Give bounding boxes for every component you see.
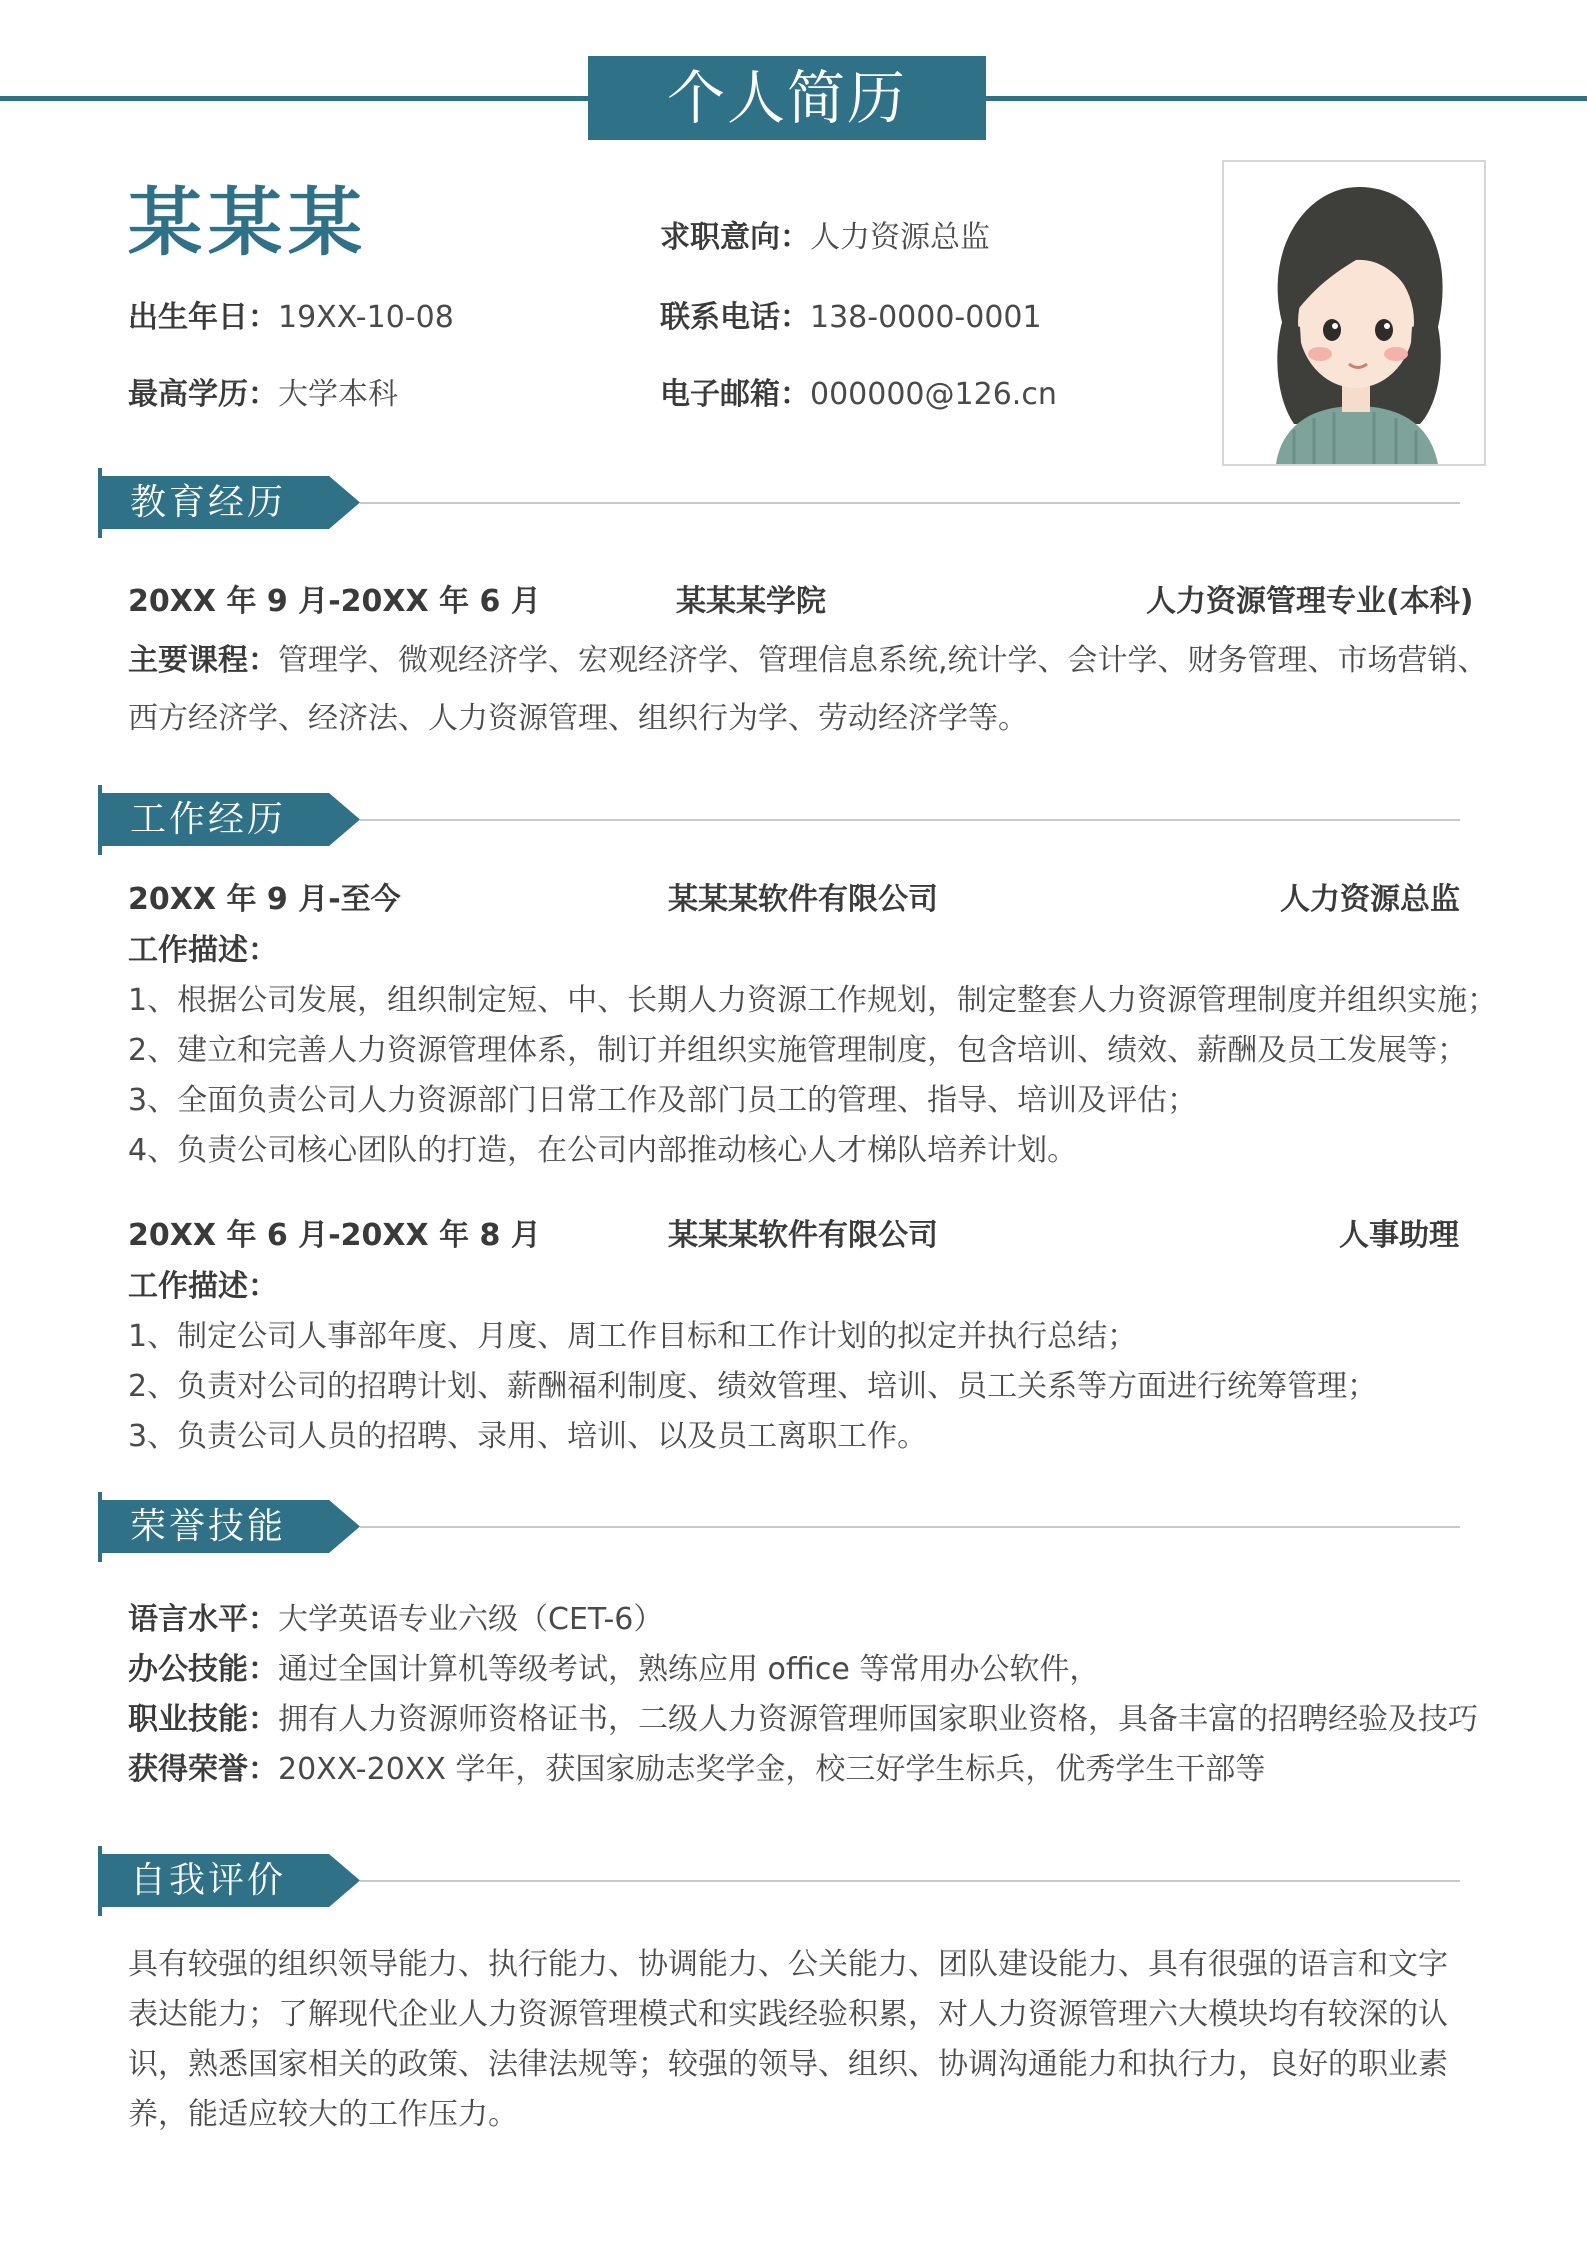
phone-value: 138-0000-0001: [810, 300, 1042, 335]
job-1-item-2: 2、建立和完善人力资源管理体系，制订并组织实施管理制度，包含培训、绩效、薪酬及员工发展等；: [128, 1033, 1468, 1068]
section-divider: [360, 502, 1460, 504]
objective-field: [660, 218, 990, 258]
section-header-self-evaluation: [98, 1854, 360, 1907]
job-2-period: 20XX 年 6 月-20XX 年 8 月: [128, 1218, 541, 1253]
section-marker: [98, 1492, 102, 1562]
education-level-label: 最高学历：: [128, 377, 278, 412]
section-title-education: 教育经历: [130, 482, 287, 523]
skill-professional: [128, 1700, 1478, 1740]
skill-professional-value: 拥有人力资源师资格证书，二级人力资源管理师国家职业资格，具备丰富的招聘经验及技巧: [278, 1702, 1478, 1737]
skill-language-label: 语言水平：: [128, 1602, 278, 1637]
courses-text-1: 管理学、微观经济学、宏观经济学、管理信息系统,统计学、会计学、财务管理、市场营销、: [278, 643, 1488, 678]
job-1-company: 某某某软件有限公司: [668, 882, 938, 917]
candidate-name: 某某某: [128, 180, 368, 266]
skill-honors: [128, 1750, 1265, 1790]
job-2-item-2: 2、负责对公司的招聘计划、薪酬福利制度、绩效管理、培训、员工关系等方面进行统筹管理；: [128, 1369, 1378, 1404]
job-2-desc-label: 工作描述：: [128, 1269, 278, 1304]
section-divider: [360, 819, 1460, 821]
job-1-item-3: 3、全面负责公司人力资源部门日常工作及部门员工的管理、指导、培训及评估；: [128, 1083, 1198, 1118]
email-field: [660, 375, 1057, 415]
job-2-item-1: 1、制定公司人事部年度、月度、周工作目标和工作计划的拟定并执行总结；: [128, 1319, 1138, 1354]
education-school: 某某某学院: [676, 584, 826, 619]
courses-line-2: 西方经济学、经济法、人力资源管理、组织行为学、劳动经济学等。: [128, 701, 1028, 736]
objective-value: 人力资源总监: [810, 220, 990, 255]
education-period: 20XX 年 9 月-20XX 年 6 月: [128, 584, 541, 619]
section-marker: [98, 785, 102, 855]
self-evaluation-text: 具有较强的组织领导能力、执行能力、协调能力、公关能力、团队建设能力、具有很强的语言和文字表达能力；了解现代企业人力资源管理模式和实践经验积累，对人力资源管理六大模块均有较深的认识，熟悉国家相关的政策、法律法规等；较强的领导、组织、协调沟通能力和执行力，良好的职业素养，能适应较大的工作压力。: [128, 1947, 1448, 2132]
section-title-self-evaluation: 自我评价: [130, 1860, 287, 1901]
birth-field: [128, 298, 454, 338]
education-level-value: 大学本科: [278, 377, 398, 412]
courses-label: 主要课程：: [128, 643, 278, 678]
avatar-photo: [1222, 160, 1486, 466]
job-1-item-1: 1、根据公司发展，组织制定短、中、长期人力资源工作规划，制定整套人力资源管理制度并组织实施；: [128, 983, 1498, 1018]
section-marker: [98, 468, 102, 538]
job-1-period: 20XX 年 9 月-至今: [128, 882, 401, 917]
skill-professional-label: 职业技能：: [128, 1702, 278, 1737]
skill-office: [128, 1650, 1099, 1690]
email-value: 000000@126.cn: [810, 377, 1057, 412]
courses-line-1: [128, 641, 1488, 681]
skill-language-value: 大学英语专业六级（CET-6）: [278, 1602, 664, 1637]
job-1-item-4: 4、负责公司核心团队的打造，在公司内部推动核心人才梯队培养计划。: [128, 1133, 1078, 1168]
section-header-work: [98, 793, 360, 846]
job-2-company: 某某某软件有限公司: [668, 1218, 938, 1253]
job-2-role: 人事助理: [1339, 1218, 1459, 1253]
section-marker: [98, 1846, 102, 1916]
objective-label: 求职意向：: [660, 220, 810, 255]
section-header-education: [98, 476, 360, 529]
job-1-role: 人力资源总监: [1280, 882, 1460, 917]
resume-title: 个人简历: [588, 56, 986, 140]
avatar-illustration: [1224, 162, 1484, 464]
section-header-skills: [98, 1500, 360, 1553]
skill-office-value: 通过全国计算机等级考试，熟练应用 office 等常用办公软件，: [278, 1652, 1100, 1687]
section-divider: [360, 1880, 1460, 1882]
section-title-work: 工作经历: [130, 799, 287, 840]
skill-office-label: 办公技能：: [128, 1652, 278, 1687]
birth-label: 出生年日：: [128, 300, 278, 335]
education-major: 人力资源管理专业(本科): [1146, 584, 1474, 619]
job-2-item-3: 3、负责公司人员的招聘、录用、培训、以及员工离职工作。: [128, 1419, 928, 1454]
section-title-skills: 荣誉技能: [130, 1506, 287, 1547]
section-divider: [360, 1526, 1460, 1528]
skill-honors-label: 获得荣誉：: [128, 1752, 278, 1787]
phone-label: 联系电话：: [660, 300, 810, 335]
education-level-field: [128, 375, 398, 415]
email-label: 电子邮箱：: [660, 377, 810, 412]
skill-language: [128, 1600, 663, 1640]
phone-field: [660, 298, 1042, 338]
skill-honors-value: 20XX-20XX 学年，获国家励志奖学金，校三好学生标兵，优秀学生干部等: [278, 1752, 1266, 1787]
birth-value: 19XX-10-08: [278, 300, 454, 335]
job-1-desc-label: 工作描述：: [128, 933, 278, 968]
